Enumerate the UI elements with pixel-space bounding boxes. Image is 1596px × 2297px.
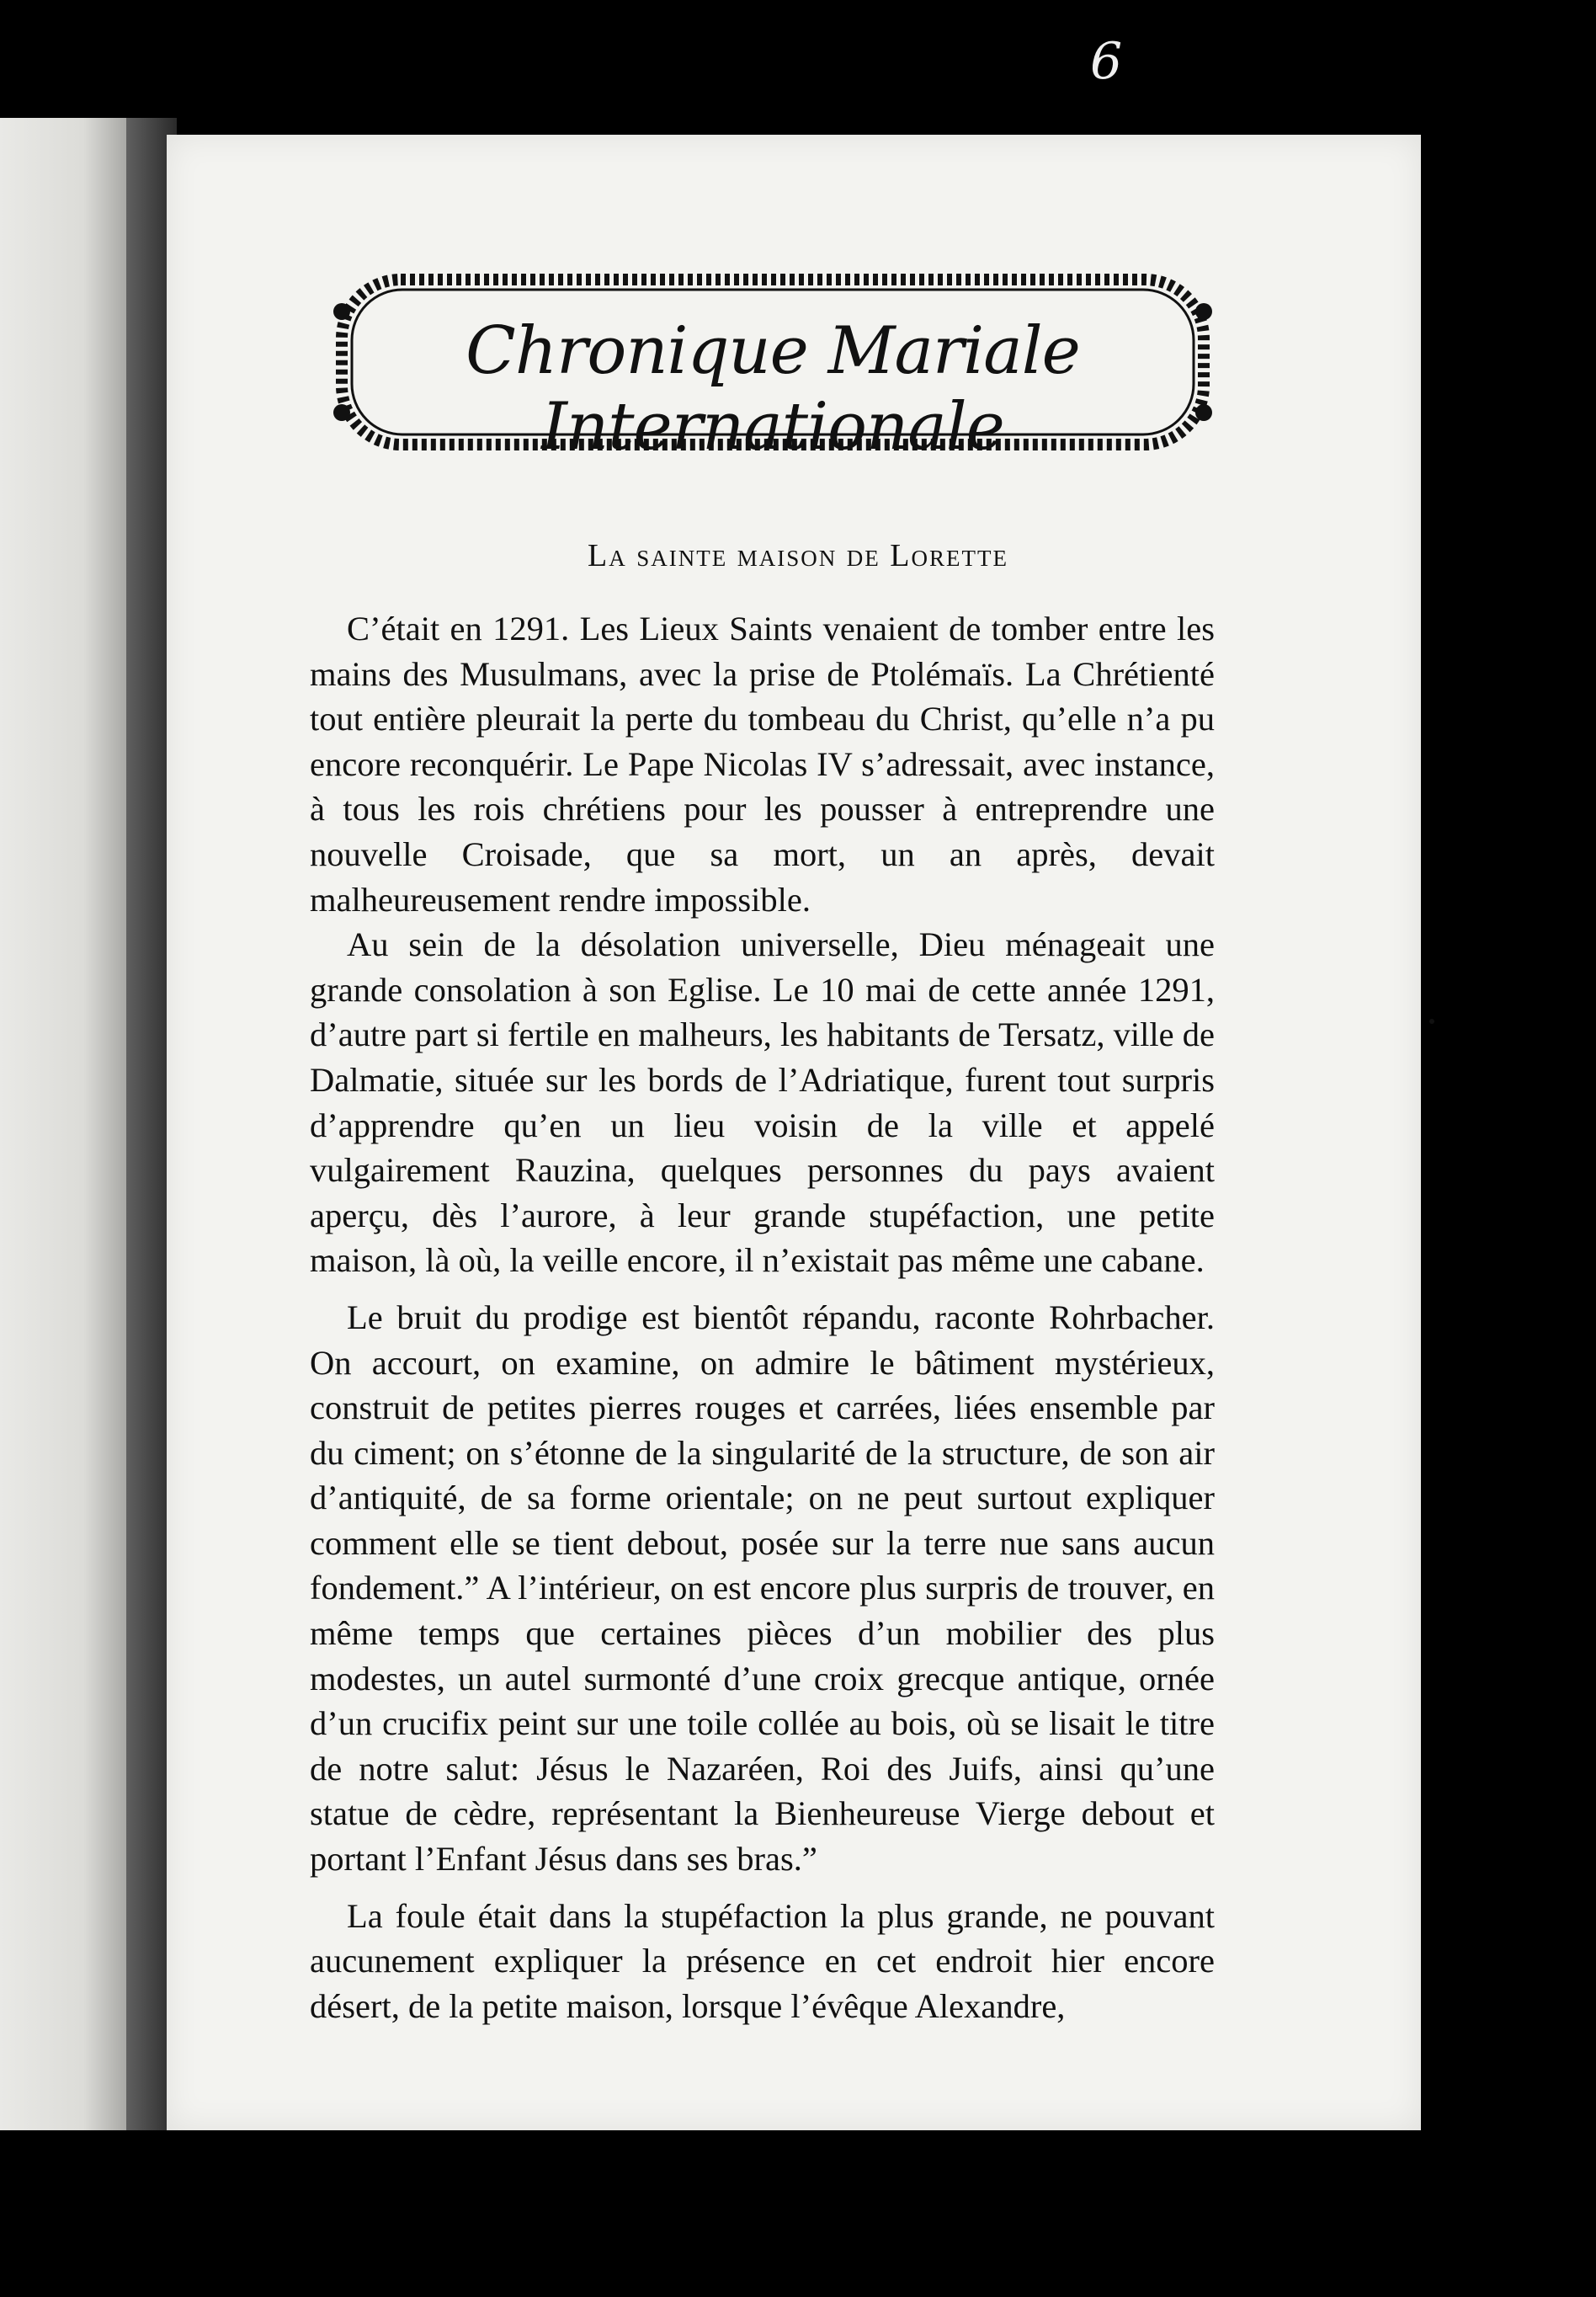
paragraph: Au sein de la désolation universelle, Dieu ménageait une grande consolation à son Eglise. Le 10 mai de cette année 1291, d’autre part si fertile en malheurs, les habitants de Tersatz, ville de Dalmatie, située sur les bords de l’Adriatique, furent tout surpris d’apprendre qu’en un lieu voisin de la ville et appelé vulgairement Rauzina, quelques personnes du pays avaient aperçu, dès l’aurore, à leur grande stupéfaction, une petite maison, là où, la veille encore, il n’existait pas même une cabane. (310, 925, 1215, 1280)
article-body (310, 606, 1215, 2028)
facing-page-edge (0, 118, 139, 2130)
paragraph: Le bruit du prodige est bientôt répandu, raconte Rohrbacher. On accourt, on examine, on admire le bâtiment mystérieux, construit de petites pierres rouges et carrées, liées ensemble par du ciment; on s’étonne de la singularité de la structure, de son air d’antiquité, de sa forme orientale; on ne peut surtout expliquer comment elle se tient debout, posée sur la terre nue sans aucun fondement.” A l’intérieur, on est encore plus surpris de trouver, en même temps que certaines pièces d’un mobilier des plus modestes, un autel surmonté d’une croix grecque antique, ornée d’un crucifix peint sur une toile collée au bois, où se lisait le titre de notre salut: Jésus le Nazaréen, Roi des Juifs, ainsi qu’une statue de cèdre, représentant la Bienheureuse Vierge debout et portant l’Enfant Jésus dans ses bras.” (310, 1298, 1215, 1879)
header-title: Chronique Mariale Internationale (466, 313, 1080, 465)
section-title: La sainte maison de Lorette (588, 538, 1008, 573)
handwritten-folio-mark: 6 (1090, 32, 1123, 91)
scan-speck (1429, 1019, 1434, 1024)
header-ornamental-frame (327, 261, 1219, 463)
paragraph: C’était en 1291. Les Lieux Saints venaient de tomber entre les mains des Musulmans, avec la prise de Ptolémaïs. La Chrétienté tout entière pleurait la perte du tombeau du Christ, qu’elle n’a pu encore reconquérir. Le Pape Nicolas IV s’adressait, avec instance, à tous les rois chrétiens pour les pousser à entreprendre une nouvelle Croisade, que sa mort, un an après, devait malheureusement rendre impossible. (310, 610, 1215, 919)
paragraph: La foule était dans la stupéfaction la plus grande, ne pouvant aucunement expliquer la présence en cet endroit hier encore désert, de la petite maison, lorsque l’évêque Alexandre, (310, 1896, 1215, 2025)
page (167, 135, 1421, 2130)
